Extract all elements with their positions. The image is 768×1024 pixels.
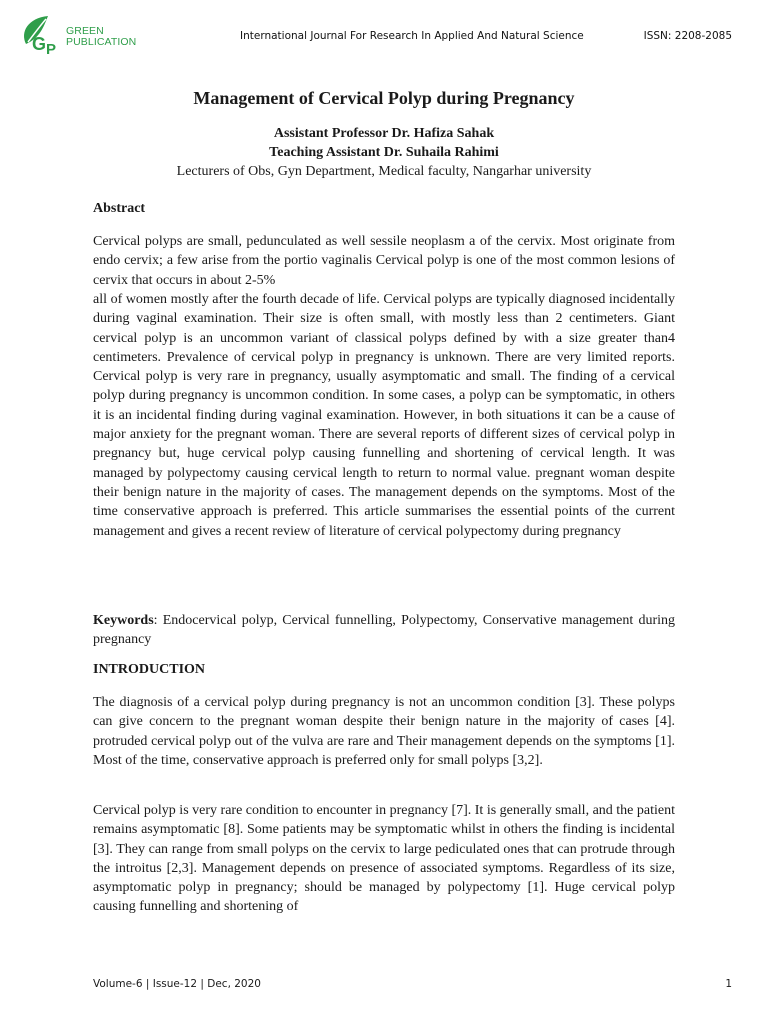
abstract-paragraph-2: all of women mostly after the fourth decade of life. Cervical polyps are typically diagnosed incidentally during vaginal examination. Their size is often small, with mostly less than 2 centimeters. Giant cervical polyp is an uncommon variant of classical polyps defined by with a size greater than4 centimeters. Prevalence of cervical polyp in pregnancy is unknown. There are very limited reports. Cervical polyp is very rare in pregnancy, usually asymptomatic and small. The finding of a cervical polyp during pregnancy is uncommon condition. In some cases, a polyp can be symptomatic, in others it is an incidental finding during vaginal examination. However, in both situations it can be a cause of major anxiety for the pregnant woman. There are several reports of different sizes of cervical polyp in pregnancy but, huge cervical polyp causing funnelling and shortening of cervical length. It was managed by polypectomy causing cervical length to return to normal value. pregnant woman despite their benign nature in the majority of cases. The management depends on the symptoms. Most of the time conservative approach is preferred. This article summarises the essential points of the current management and gives a recent review of literature of cervical polypectomy during pregnancy — [93, 292, 675, 539]
introduction-heading: INTRODUCTION — [93, 662, 206, 677]
author-2: Teaching Assistant Dr. Suhaila Rahimi — [269, 145, 499, 160]
publisher-logo — [18, 14, 148, 58]
author-1: Assistant Professor Dr. Hafiza Sahak — [273, 126, 495, 141]
keywords — [93, 611, 675, 650]
introduction-paragraph-2: Cervical polyp is very rare condition to encounter in pregnancy [7]. It is generally small, and the patient remains asymptomatic [8]. Some patients may be symptomatic whilst in others the finding is incidental [3]. They can range from small polyps on the cervix to large pediculated ones that can protrude through the introitus [2,3]. Management depends on presence of associated symptoms. Regardless of its size, asymptomatic polyp in pregnancy; should be managed by polypectomy [1]. Huge cervical polyp causing funnelling and shortening of — [93, 803, 675, 915]
logo-line-1: GREEN — [66, 25, 104, 37]
leaf-logo-icon — [18, 14, 64, 56]
keywords-label: Keywords — [93, 613, 154, 628]
affiliation: Lecturers of Obs, Gyn Department, Medical faculty, Nangarhar university — [176, 164, 592, 179]
issn: ISSN: 2208-2085 — [643, 30, 732, 42]
abstract-paragraph-1: Cervical polyps are small, pedunculated as well sessile neoplasm a of the cervix. Most originate from endo cervix; a few arise from the portio vaginalis Cervical polyp is one of the most common lesions of cervix that occurs in about 2-5% — [93, 234, 675, 288]
abstract-heading: Abstract — [93, 201, 146, 216]
svg-text:G: G — [32, 34, 47, 54]
introduction-paragraph-1: The diagnosis of a cervical polyp during pregnancy is not an uncommon condition [3]. These polyps can give concern to the pregnant woman despite their benign nature in the majority of cases [4]. protruded cervical polyp out of the vulva are rare and Their management depends on the symptoms [1]. Most of the time, conservative approach is preferred only for small polyps [3,2]. — [93, 695, 675, 768]
logo-text — [66, 26, 136, 48]
keywords-text: : Endocervical polyp, Cervical funnelling, Polypectomy, Conservative management during pregnancy — [93, 613, 675, 648]
page-number: 1 — [725, 978, 732, 990]
article-title: Management of Cervical Polyp during Pregnancy — [193, 88, 575, 108]
svg-text:P: P — [46, 41, 57, 56]
journal-name: International Journal For Research In Applied And Natural Science — [240, 30, 584, 42]
footer-volume: Volume-6 | Issue-12 | Dec, 2020 — [93, 978, 261, 990]
logo-line-2: PUBLICATION — [66, 36, 137, 48]
